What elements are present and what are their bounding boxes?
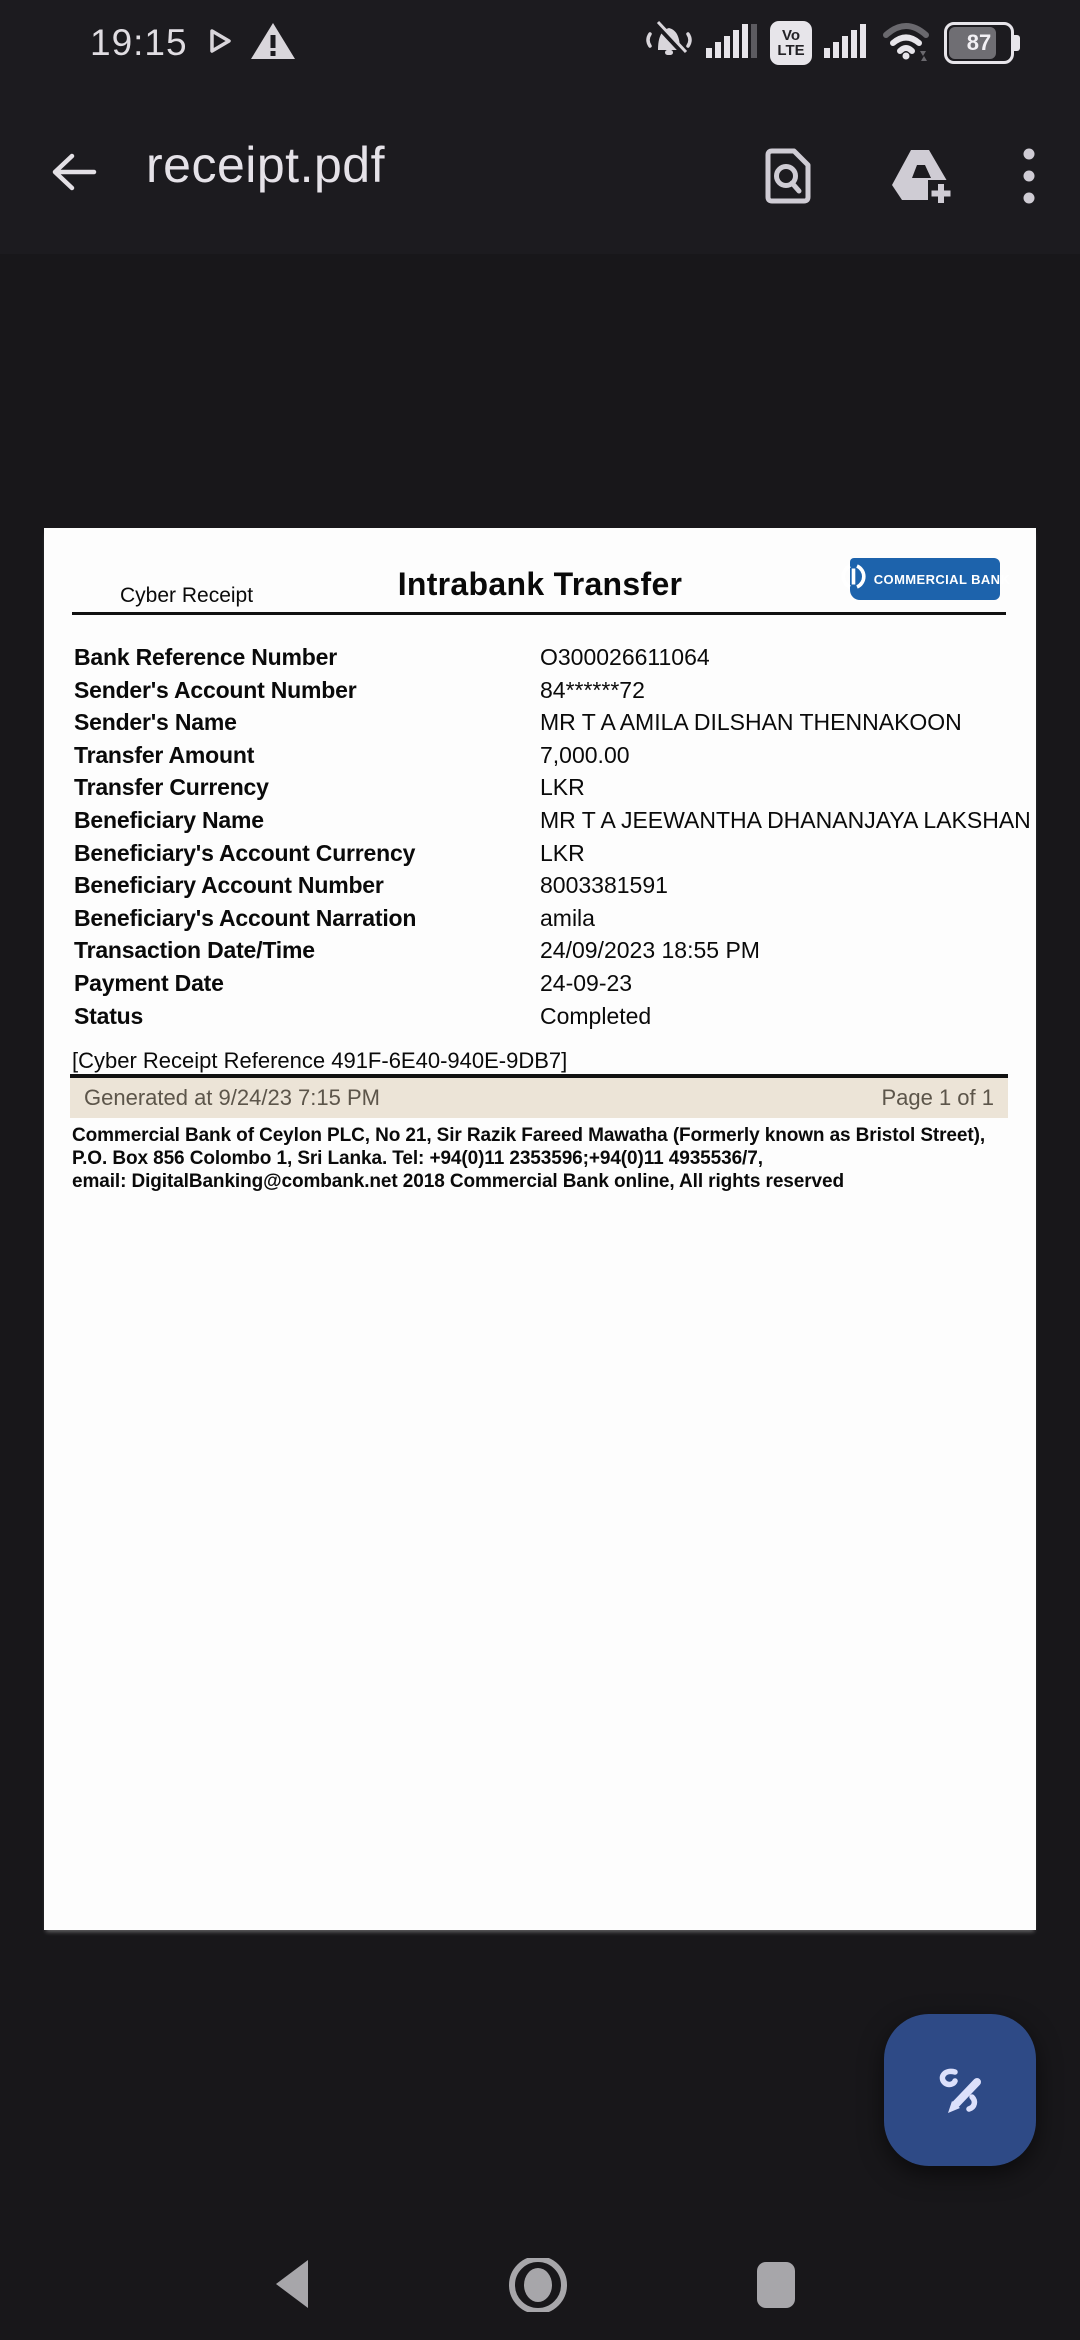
vibrate-mute-icon bbox=[644, 20, 694, 67]
receipt-title: Intrabank Transfer bbox=[397, 566, 683, 602]
table-row bbox=[44, 674, 1036, 707]
field-label: Status bbox=[74, 1002, 144, 1029]
field-value: LKR bbox=[540, 774, 585, 801]
document-title: receipt.pdf bbox=[146, 137, 385, 193]
header-divider bbox=[72, 612, 1006, 615]
navigation-bar bbox=[0, 2230, 1080, 2340]
status-bar bbox=[0, 0, 1080, 86]
footer-line: email: DigitalBanking@combank.net 2018 Commercial Bank online, All rights reserved bbox=[72, 1171, 844, 1192]
field-value: LKR bbox=[540, 839, 585, 866]
field-label: Beneficiary Account Number bbox=[74, 872, 384, 899]
signal-sim1-icon bbox=[706, 22, 758, 65]
field-label: Bank Reference Number bbox=[74, 644, 337, 670]
play-arrow-icon bbox=[204, 26, 234, 61]
receipt-doc-type: Cyber Receipt bbox=[120, 584, 254, 607]
add-to-drive-button[interactable] bbox=[884, 144, 954, 208]
table-row bbox=[44, 967, 1036, 1000]
field-value: 7,000.00 bbox=[540, 741, 630, 768]
find-in-document-button[interactable] bbox=[762, 145, 816, 207]
field-value: MR T A AMILA DILSHAN THENNAKOON bbox=[540, 709, 962, 736]
field-value: 84******72 bbox=[540, 676, 645, 703]
field-value: MR T A JEEWANTHA DHANANJAYA LAKSHAN bbox=[540, 806, 1031, 833]
page-indicator: Page 1 of 1 bbox=[881, 1085, 994, 1110]
bank-logo-text: COMMERCIAL BANK bbox=[873, 571, 1011, 587]
table-row bbox=[44, 837, 1036, 870]
cyber-receipt-reference: [Cyber Receipt Reference 491F-6E40-940E-9DB7] bbox=[72, 1048, 568, 1073]
table-row bbox=[44, 706, 1036, 739]
nav-home-button[interactable] bbox=[508, 2258, 568, 2317]
pdf-page[interactable] bbox=[44, 528, 1036, 1930]
table-row bbox=[44, 739, 1036, 772]
footer-line: Commercial Bank of Ceylon PLC, No 21, Sir Razik Fareed Mawatha (Formerly known as Bristol Street), bbox=[72, 1125, 985, 1146]
field-label: Transfer Currency bbox=[74, 774, 269, 801]
table-row bbox=[44, 771, 1036, 804]
field-label: Payment Date bbox=[74, 969, 224, 996]
status-time: 19:15 bbox=[90, 22, 188, 63]
bank-logo bbox=[850, 558, 1011, 600]
field-value: O300026611064 bbox=[540, 644, 710, 670]
table-row bbox=[44, 804, 1036, 837]
table-row bbox=[44, 869, 1036, 902]
wifi-icon bbox=[882, 21, 932, 66]
annotate-fab[interactable] bbox=[884, 2014, 1036, 2166]
signal-sim2-icon bbox=[824, 22, 870, 65]
field-label: Beneficiary's Account Narration bbox=[74, 904, 417, 931]
table-row bbox=[44, 934, 1036, 967]
bank-footer bbox=[72, 1124, 992, 1193]
field-value: 24-09-23 bbox=[540, 969, 633, 996]
annotate-pen-icon bbox=[923, 2051, 997, 2130]
field-label: Beneficiary's Account Currency bbox=[74, 839, 416, 866]
footer-line: P.O. Box 856 Colombo 1, Sri Lanka. Tel: +94(0)11 2353596;+94(0)11 4935536/7, bbox=[72, 1148, 763, 1169]
back-button[interactable] bbox=[42, 144, 98, 200]
battery-percent: 87 bbox=[966, 30, 992, 55]
nav-back-button[interactable] bbox=[274, 2260, 312, 2313]
table-row bbox=[44, 1000, 1036, 1033]
battery-icon bbox=[944, 22, 1014, 64]
field-label: Sender's Account Number bbox=[74, 676, 357, 703]
nav-recents-button[interactable] bbox=[757, 2262, 795, 2308]
generated-at: Generated at 9/24/23 7:15 PM bbox=[84, 1085, 380, 1110]
table-row bbox=[44, 902, 1036, 935]
bank-logo-icon bbox=[840, 563, 867, 595]
field-label: Sender's Name bbox=[74, 709, 237, 736]
app-bar bbox=[0, 86, 1080, 254]
field-label: Transfer Amount bbox=[74, 741, 255, 768]
field-label: Beneficiary Name bbox=[74, 806, 264, 833]
field-value: 8003381591 bbox=[540, 872, 668, 899]
receipt-fields bbox=[44, 641, 1036, 1032]
overflow-menu-button[interactable] bbox=[1022, 145, 1036, 207]
field-value: Completed bbox=[540, 1002, 652, 1029]
table-row bbox=[44, 641, 1036, 674]
volte-badge: Vo LTE bbox=[770, 21, 812, 65]
field-value: 24/09/2023 18:55 PM bbox=[540, 937, 760, 964]
warning-icon bbox=[250, 21, 296, 66]
field-value: amila bbox=[540, 904, 595, 931]
field-label: Transaction Date/Time bbox=[74, 937, 315, 964]
generated-bar bbox=[70, 1078, 1008, 1118]
